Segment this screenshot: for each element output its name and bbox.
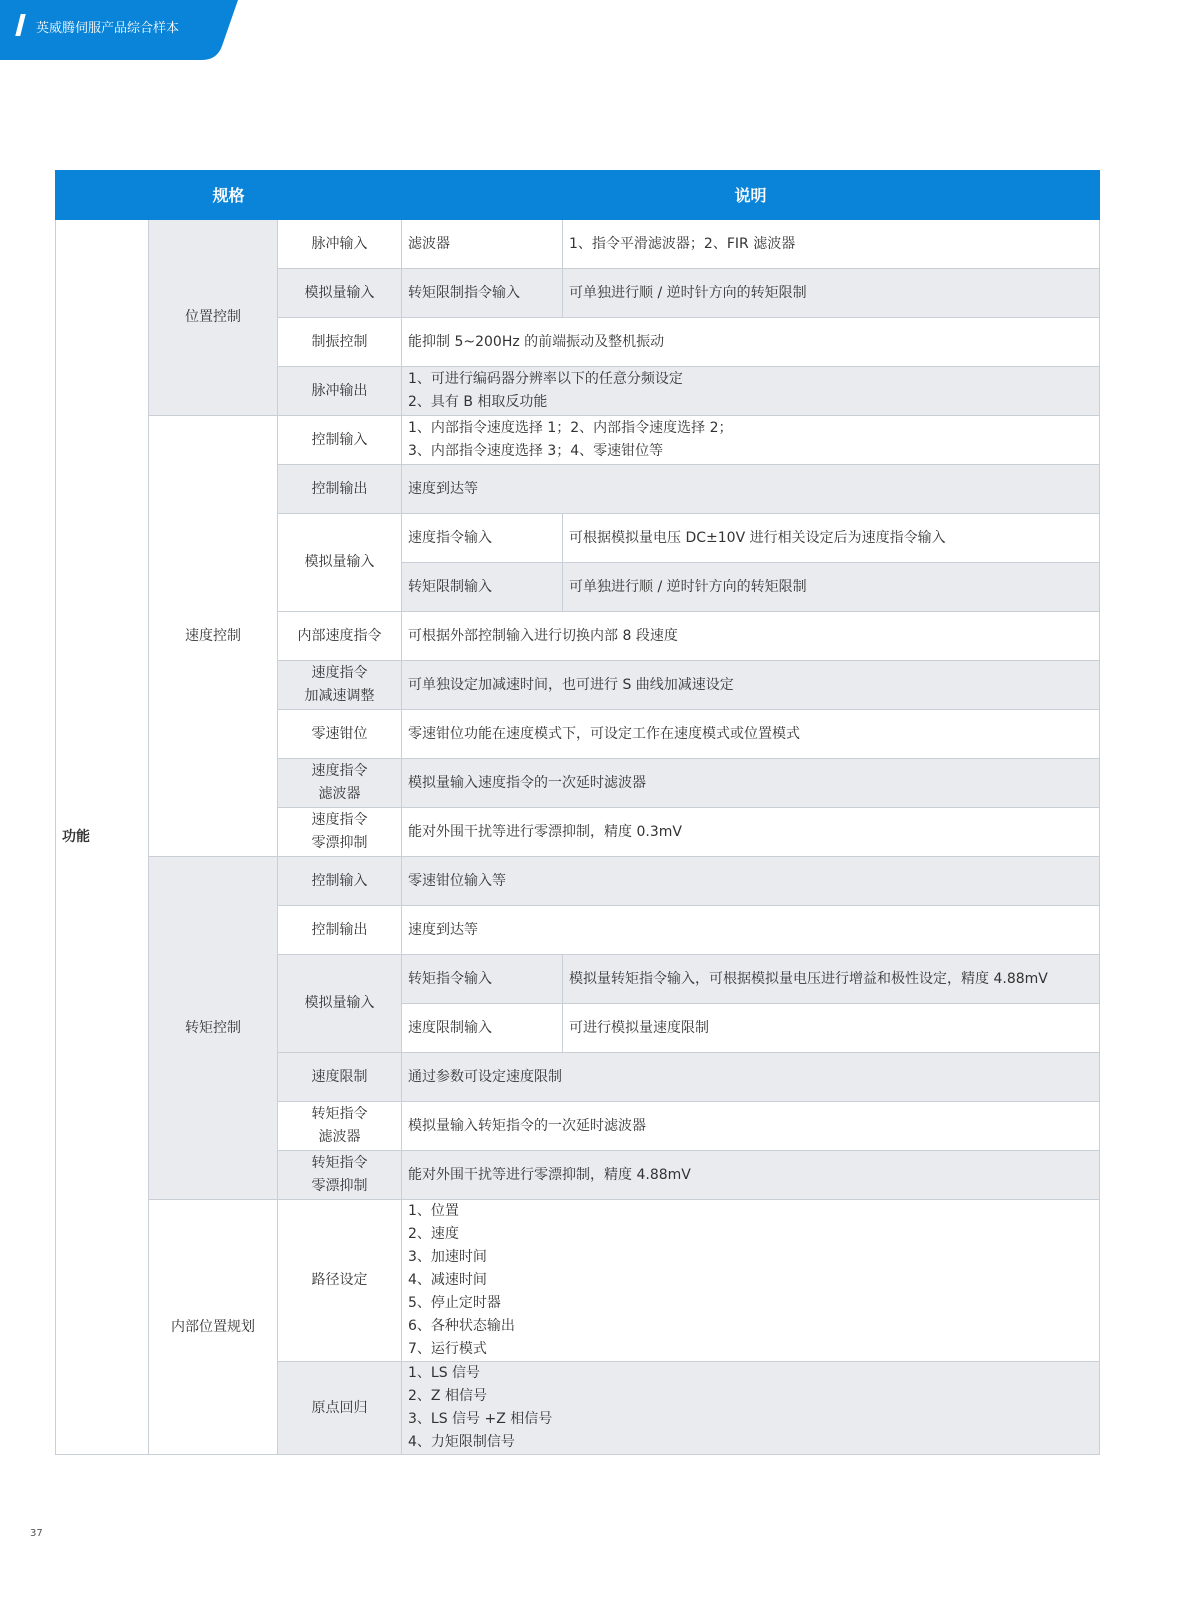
desc-line: 5、停止定时器 xyxy=(408,1295,501,1311)
header-desc: 说明 xyxy=(402,171,1100,220)
spec-name-cell: 模拟量输入 xyxy=(278,955,402,1053)
spec-item-cell: 转矩限制输入 xyxy=(402,563,563,612)
spec-name-cell xyxy=(278,808,402,857)
name-line: 零漂抑制 xyxy=(311,1178,368,1194)
group-cell: 内部位置规划 xyxy=(149,1200,278,1455)
desc-line: 1、位置 xyxy=(408,1203,459,1219)
desc-line: 2、速度 xyxy=(408,1226,459,1242)
spec-name-cell: 脉冲输入 xyxy=(278,220,402,269)
desc-line: 1、LS 信号 xyxy=(408,1365,481,1381)
spec-desc-cell: 模拟量输入转矩指令的一次延时滤波器 xyxy=(402,1102,1100,1151)
spec-name-cell: 内部速度指令 xyxy=(278,612,402,661)
spec-desc-cell: 速度到达等 xyxy=(402,906,1100,955)
name-line: 加减速调整 xyxy=(304,688,375,704)
spec-desc-cell: 1、指令平滑滤波器；2、FIR 滤波器 xyxy=(563,220,1100,269)
spec-name-cell: 脉冲输出 xyxy=(278,367,402,416)
spec-name-cell xyxy=(278,1151,402,1200)
spec-name-cell: 零速钳位 xyxy=(278,710,402,759)
name-line: 速度指令 xyxy=(311,763,368,779)
header-title: 英威腾伺服产品综合样本 xyxy=(36,21,180,36)
spec-desc-cell: 能对外围干扰等进行零漂抑制，精度 0.3mV xyxy=(402,808,1100,857)
spec-name-cell: 路径设定 xyxy=(278,1200,402,1362)
desc-line: 1、内部指令速度选择 1；2、内部指令速度选择 2； xyxy=(408,420,733,436)
spec-desc-cell: 可单独设定加减速时间，也可进行 S 曲线加减速设定 xyxy=(402,661,1100,710)
page-number: 37 xyxy=(30,1528,43,1539)
spec-desc-cell xyxy=(402,367,1100,416)
desc-line: 3、加速时间 xyxy=(408,1249,487,1265)
name-line: 转矩指令 xyxy=(311,1106,368,1122)
spec-name-cell: 速度限制 xyxy=(278,1053,402,1102)
spec-name-cell: 控制输入 xyxy=(278,857,402,906)
name-line: 滤波器 xyxy=(318,1129,361,1145)
spec-desc-cell: 模拟量输入速度指令的一次延时滤波器 xyxy=(402,759,1100,808)
desc-line: 4、减速时间 xyxy=(408,1272,487,1288)
group-cell: 速度控制 xyxy=(149,416,278,857)
spec-name-cell: 原点回归 xyxy=(278,1362,402,1455)
spec-desc-cell: 零速钳位功能在速度模式下，可设定工作在速度模式或位置模式 xyxy=(402,710,1100,759)
spec-desc-cell xyxy=(402,416,1100,465)
spec-name-cell: 制振控制 xyxy=(278,318,402,367)
spec-name-cell: 控制输入 xyxy=(278,416,402,465)
table-row xyxy=(56,857,1100,906)
name-line: 转矩指令 xyxy=(311,1155,368,1171)
spec-desc-cell: 能抑制 5~200Hz 的前端振动及整机振动 xyxy=(402,318,1100,367)
spec-desc-cell xyxy=(402,1362,1100,1455)
spec-name-cell: 模拟量输入 xyxy=(278,269,402,318)
spec-desc-cell: 可根据模拟量电压 DC±10V 进行相关设定后为速度指令输入 xyxy=(563,514,1100,563)
spec-desc-cell: 可单独进行顺 / 逆时针方向的转矩限制 xyxy=(563,563,1100,612)
desc-line: 3、LS 信号 +Z 相信号 xyxy=(408,1411,553,1427)
name-line: 零漂抑制 xyxy=(311,835,368,851)
spec-item-cell: 滤波器 xyxy=(402,220,563,269)
spec-name-cell: 控制输出 xyxy=(278,906,402,955)
spec-item-cell: 速度指令输入 xyxy=(402,514,563,563)
spec-desc-cell xyxy=(402,1200,1100,1362)
spec-name-cell xyxy=(278,661,402,710)
name-line: 速度指令 xyxy=(311,812,368,828)
spec-desc-cell: 可进行模拟量速度限制 xyxy=(563,1004,1100,1053)
spec-table xyxy=(55,170,1100,1455)
spec-name-cell xyxy=(278,1102,402,1151)
name-line: 滤波器 xyxy=(318,786,361,802)
spec-name-cell: 模拟量输入 xyxy=(278,514,402,612)
header-tab xyxy=(0,0,240,60)
spec-name-cell xyxy=(278,759,402,808)
spec-name-cell: 控制输出 xyxy=(278,465,402,514)
desc-line: 4、力矩限制信号 xyxy=(408,1434,515,1450)
desc-line: 3、内部指令速度选择 3；4、零速钳位等 xyxy=(408,443,664,459)
desc-line: 7、运行模式 xyxy=(408,1341,487,1357)
desc-line: 1、可进行编码器分辨率以下的任意分频设定 xyxy=(408,371,683,387)
spec-desc-cell: 通过参数可设定速度限制 xyxy=(402,1053,1100,1102)
desc-line: 2、Z 相信号 xyxy=(408,1388,487,1404)
spec-desc-cell: 可单独进行顺 / 逆时针方向的转矩限制 xyxy=(563,269,1100,318)
desc-line: 6、各种状态输出 xyxy=(408,1318,515,1334)
spec-item-cell: 转矩限制指令输入 xyxy=(402,269,563,318)
spec-desc-cell: 零速钳位输入等 xyxy=(402,857,1100,906)
spec-desc-cell: 能对外围干扰等进行零漂抑制，精度 4.88mV xyxy=(402,1151,1100,1200)
table-row xyxy=(56,416,1100,465)
desc-line: 2、具有 B 相取反功能 xyxy=(408,394,548,410)
spec-item-cell: 速度限制输入 xyxy=(402,1004,563,1053)
table-row xyxy=(56,1200,1100,1362)
spec-desc-cell: 可根据外部控制输入进行切换内部 8 段速度 xyxy=(402,612,1100,661)
table-row xyxy=(56,220,1100,269)
group-cell: 位置控制 xyxy=(149,220,278,416)
header-spec: 规格 xyxy=(56,171,402,220)
spec-desc-cell: 速度到达等 xyxy=(402,465,1100,514)
spec-desc-cell: 模拟量转矩指令输入，可根据模拟量电压进行增益和极性设定，精度 4.88mV xyxy=(563,955,1100,1004)
spec-item-cell: 转矩指令输入 xyxy=(402,955,563,1004)
group-cell: 转矩控制 xyxy=(149,857,278,1200)
name-line: 速度指令 xyxy=(311,665,368,681)
category-cell: 功能 xyxy=(56,220,149,1455)
